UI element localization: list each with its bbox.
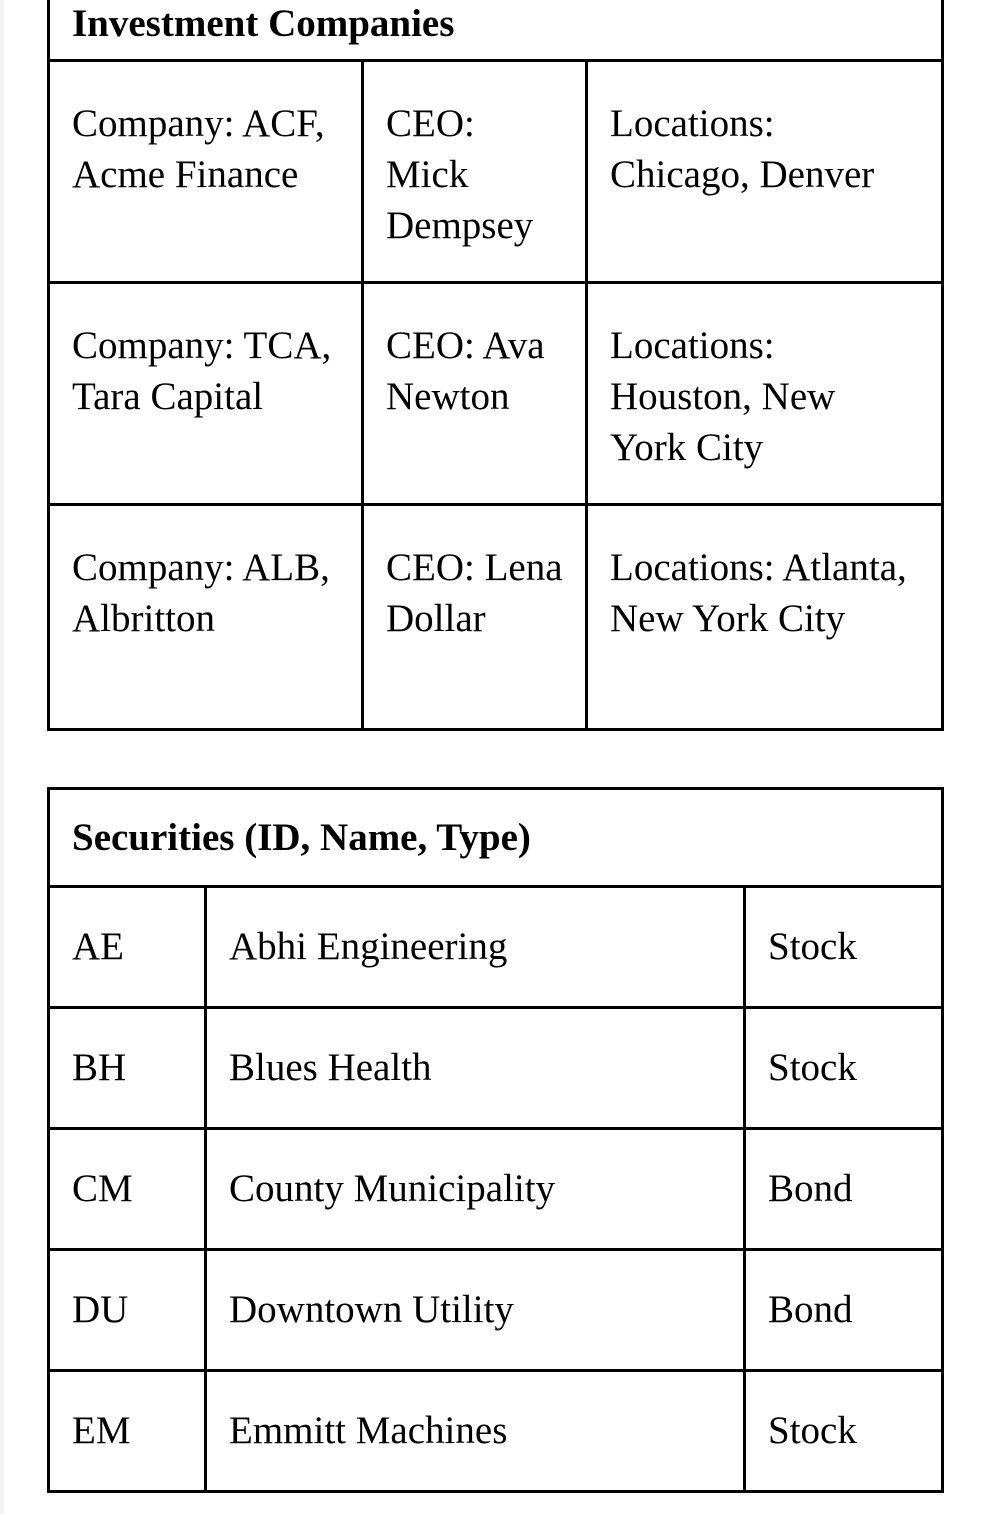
company-cell: Company: ACF, Acme Finance [49, 61, 363, 283]
table-row [49, 1008, 943, 1129]
security-id-cell: DU [49, 1250, 206, 1371]
investment-companies-table [47, 0, 944, 731]
company-cell: Company: ALB, Albritton [49, 505, 363, 730]
table-row [49, 61, 943, 283]
security-id-cell: CM [49, 1129, 206, 1250]
securities-table [47, 787, 944, 1493]
security-name-cell: Emmitt Machines [206, 1371, 745, 1492]
table-row [49, 1371, 943, 1492]
security-id-cell: AE [49, 887, 206, 1008]
securities-title: Securities (ID, Name, Type) [49, 789, 943, 887]
security-type-cell: Bond [745, 1250, 943, 1371]
table-header-row [49, 789, 943, 887]
locations-cell: Locations: Atlanta, New York City [587, 505, 943, 730]
table-row [49, 1129, 943, 1250]
table-row [49, 887, 943, 1008]
locations-cell: Locations: Chicago, Denver [587, 61, 943, 283]
ceo-cell: CEO: Ava Newton [363, 283, 587, 505]
security-name-cell: Blues Health [206, 1008, 745, 1129]
ceo-cell: CEO: Mick Dempsey [363, 61, 587, 283]
security-name-cell: Abhi Engineering [206, 887, 745, 1008]
security-type-cell: Bond [745, 1129, 943, 1250]
table-row [49, 283, 943, 505]
security-id-cell: BH [49, 1008, 206, 1129]
security-type-cell: Stock [745, 1008, 943, 1129]
security-type-cell: Stock [745, 1371, 943, 1492]
table-row [49, 505, 943, 730]
table-row [49, 1250, 943, 1371]
security-id-cell: EM [49, 1371, 206, 1492]
locations-cell: Locations: Houston, New York City [587, 283, 943, 505]
company-cell: Company: TCA, Tara Capital [49, 283, 363, 505]
page-edge [0, 0, 4, 1514]
security-name-cell: County Municipality [206, 1129, 745, 1250]
ceo-cell: CEO: Lena Dollar [363, 505, 587, 730]
investment-companies-title: Investment Companies [49, 0, 943, 61]
security-type-cell: Stock [745, 887, 943, 1008]
security-name-cell: Downtown Utility [206, 1250, 745, 1371]
table-header-row [49, 0, 943, 61]
